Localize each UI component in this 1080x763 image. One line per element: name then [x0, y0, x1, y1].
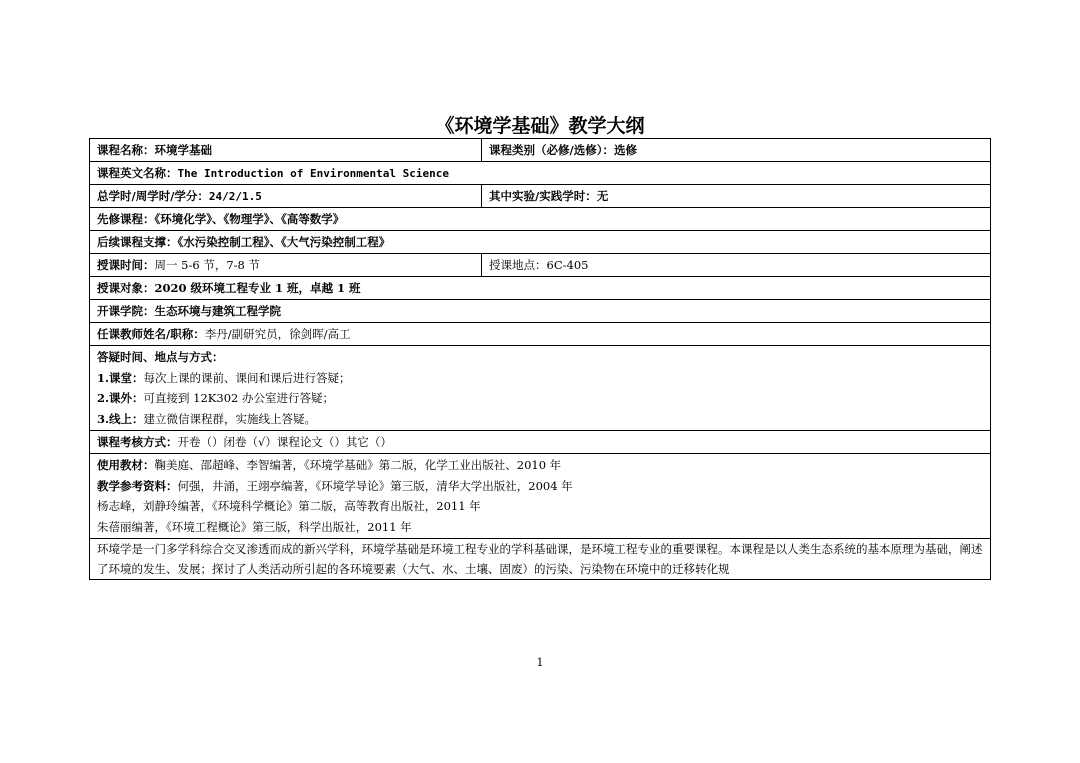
table-row [90, 323, 991, 346]
class-location-value: 6C-405 [546, 258, 589, 272]
course-name-cell [90, 139, 482, 162]
qa-item [97, 388, 990, 409]
lab-hours-cell [482, 185, 991, 208]
prerequisite-value: 《环境化学》、《物理学》、《高等数学》 [154, 212, 345, 226]
english-name-label: 课程英文名称： [97, 165, 178, 180]
table-row [90, 185, 991, 208]
hours-label: 总学时/周学时/学分： [97, 188, 209, 203]
reference-item: 何强，井涌，王翊亭编著，《环境学导论》第三版，清华大学出版社，2004 年 [177, 478, 573, 493]
audience-value: 2020 级环境工程专业 1 班，卓越 1 班 [154, 281, 361, 295]
reference-item: 杨志峰，刘静玲编著，《环境科学概论》第二版，高等教育出版社，2011 年 [97, 499, 481, 513]
class-time-value: 周一 5-6 节，7-8 节 [154, 258, 261, 272]
teachers-label: 任课教师姓名/职称： [97, 327, 205, 341]
table-row [90, 139, 991, 162]
table-row [90, 431, 991, 454]
qa-item [97, 409, 990, 430]
references-label: 教学参考资料： [97, 478, 178, 493]
reference-item: 朱蓓丽编著，《环境工程概论》第三版，科学出版社，2011 年 [97, 519, 412, 534]
class-time-label: 授课时间： [97, 258, 155, 272]
table-row [90, 208, 991, 231]
textbook-line [97, 455, 990, 476]
qa-item-label: 1.课堂： [97, 370, 144, 385]
course-name-label: 课程名称： [97, 143, 155, 157]
table-row [90, 300, 991, 323]
table-row [90, 231, 991, 254]
teachers-cell [90, 323, 991, 346]
follow-up-value: 《水污染控制工程》、《大气污染控制工程》 [177, 235, 391, 249]
class-location-label: 授课地点： [489, 258, 547, 272]
table-row [90, 162, 991, 185]
audience-cell [90, 277, 991, 300]
reference-line [97, 476, 990, 497]
college-label: 开课学院： [97, 304, 155, 318]
english-name-cell [90, 162, 991, 185]
table-row [90, 277, 991, 300]
page-number: 1 [536, 656, 544, 669]
qa-item-label: 2.课外： [97, 391, 144, 405]
qa-cell [90, 346, 991, 431]
textbook-value: 鞠美庭、邵超峰、李智编著，《环境学基础》第二版，化学工业出版社、2010 年 [154, 458, 562, 472]
teachers-value: 李丹/副研究员，徐剑晖/高工 [204, 327, 351, 341]
qa-heading: 答疑时间、地点与方式： [97, 350, 224, 364]
table-row [90, 539, 991, 580]
qa-item-value: 建立微信课程群，实施线上答疑。 [143, 411, 317, 426]
qa-heading-line [97, 347, 990, 368]
follow-up-label: 后续课程支撑： [97, 235, 178, 249]
qa-item [97, 368, 990, 389]
qa-item-value: 每次上课的课前、课间和课后进行答疑； [143, 370, 351, 385]
course-type-cell [482, 139, 991, 162]
class-location-cell [482, 254, 991, 277]
hours-value: 24/2/1.5 [208, 189, 262, 203]
hours-cell [90, 185, 482, 208]
table-row [90, 346, 991, 431]
materials-cell [90, 454, 991, 539]
course-description: 环境学是一门多学科综合交叉渗透而成的新兴学科，环境学基础是环境工程专业的学科基础课，是环境工程专业的重要课程。本课程是以人类生态系统的基本原理为基础，阐述了环境的发生、发展；探讨了人类活动所引起的各环境要素（大气、水、土壤、固废）的污染、污染物在环境中的迁移转化规 [90, 539, 991, 580]
qa-item-value: 可直接到 12K302 办公室进行答疑； [143, 391, 334, 405]
college-cell [90, 300, 991, 323]
assessment-cell [90, 431, 991, 454]
english-name-value: The Introduction of Environmental Science [177, 166, 450, 180]
course-name-value: 环境学基础 [154, 143, 212, 157]
lab-hours-label: 其中实验/实践学时： [489, 189, 597, 203]
textbook-label: 使用教材： [97, 458, 155, 472]
assessment-label: 课程考核方式： [97, 435, 178, 449]
prerequisite-label: 先修课程： [97, 212, 155, 226]
course-type-value: 选修 [613, 143, 637, 157]
lab-hours-value: 无 [596, 189, 609, 203]
qa-item-label: 3.线上： [97, 411, 144, 426]
prerequisite-cell [90, 208, 991, 231]
follow-up-cell [90, 231, 991, 254]
class-time-cell [90, 254, 482, 277]
table-row [90, 254, 991, 277]
assessment-value: 开卷（）闭卷（√）课程论文（）其它（） [177, 435, 392, 449]
syllabus-table [89, 138, 991, 580]
table-row [90, 454, 991, 539]
college-value: 生态环境与建筑工程学院 [154, 304, 281, 318]
audience-label: 授课对象： [97, 281, 155, 295]
document-title: 《环境学基础》教学大纲 [435, 115, 645, 137]
course-type-label: 课程类别（必修/选修）： [489, 143, 614, 157]
